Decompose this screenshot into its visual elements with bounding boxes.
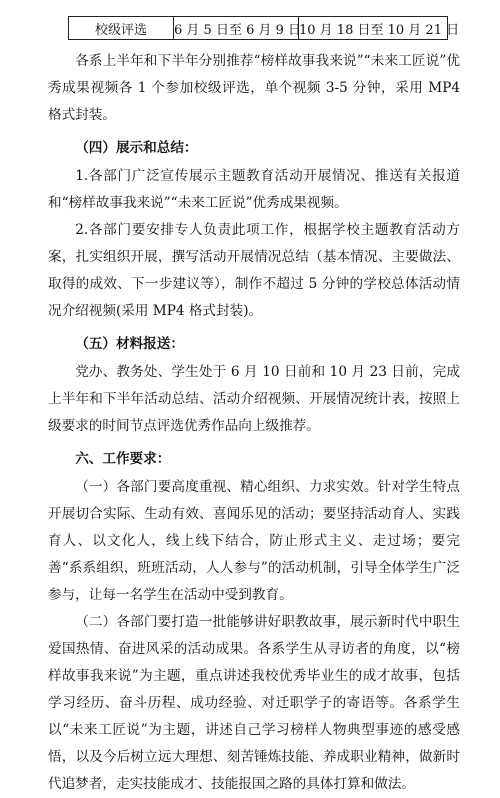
paragraph-requirement-1: （一）各部门要高度重视、精心组织、力求实效。针对学生特点开展切合实际、生动有效、喜闻乐见的活动；要坚持活动育人、实践育人、以文化人，线上线下结合，防止形式主义、走过场；要完善“系系组织，班班活动，人人参与”的活动机制，引导全体学生广泛参与，让每一名学生在活动中受到教育。 bbox=[48, 479, 460, 603]
table-cell-second-half: 10 月 18 日至 10 月 21 日 bbox=[299, 17, 448, 40]
paragraph-requirement-2: （二）各部门要打造一批能够讲好职教故事，展示新时代中职生爱国热情、奋进风采的活动成果。各系学生从寻访者的角度，以“榜样故事我来说”为主题，重点讲述我校优秀毕业生的成才故事，包括学习经历、奋斗历程、成功经验、对迁职学子的寄语等。各系学生以“未来工匠说”为主题，讲述自己学习榜样人物典型事迹的感受感悟，以及今后树立远大理想、刻苦锤炼技能、养成职业精神，做新时代追梦者，走实技能成才、技能报国之路的具体打算和做法。 bbox=[48, 614, 460, 792]
table-row bbox=[69, 17, 448, 40]
paragraph-staffing: 2.各部门要安排专人负责此项工作，根据学校主题教育活动方案，扎实组织开展，撰写活动开展情况总结（基本情况、主要做法、取得的成效、下一步建议等），制作不超过 5 分钟的学校总体活动情况介绍视频(采用 MP4 格式封装)。 bbox=[48, 222, 460, 319]
paragraph-evaluation: 各系上半年和下半年分别推荐“榜样故事我来说”“未来工匠说”优秀成果视频各 1 个参加校级评选，单个视频 3-5 分钟，采用 MP4 格式封装。 bbox=[48, 53, 460, 123]
table-cell-stage: 校级评选 bbox=[69, 17, 174, 40]
paragraph-publicity: 1.各部门广泛宣传展示主题教育活动开展情况、推送有关报道和“榜样故事我来说”“未来工匠说”优秀成果视频。 bbox=[48, 168, 460, 211]
document-body bbox=[48, 48, 460, 798]
table-cell-first-half: 6 月 5 日至 6 月 9 日 bbox=[174, 17, 299, 40]
heading-display-summary: （四）展示和总结： bbox=[75, 140, 198, 156]
heading-requirements: 六、工作要求： bbox=[75, 451, 171, 467]
heading-materials: （五）材料报送： bbox=[75, 336, 184, 352]
schedule-table bbox=[68, 16, 460, 40]
paragraph-submission: 党办、教务处、学生处于 6 月 10 日前和 10 月 23 日前，完成上半年和下半年活动总结、活动介绍视频、开展情况统计表，按照上级要求的时间节点评选优秀作品向上级推荐。 bbox=[48, 364, 460, 434]
